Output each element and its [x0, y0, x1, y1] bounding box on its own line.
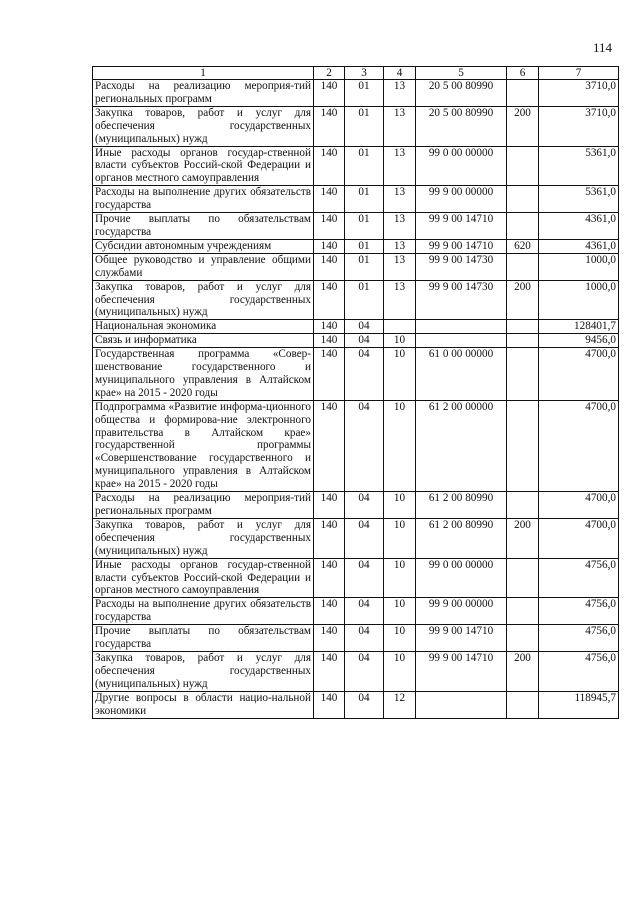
row-subsection-cell: 13	[384, 280, 416, 320]
row-grbs-cell: 140	[314, 253, 345, 280]
row-expense-type-cell	[507, 691, 539, 718]
row-target-cell: 99 9 00 00000	[416, 186, 507, 213]
table-row	[93, 280, 619, 320]
row-target-cell	[416, 334, 507, 348]
table-row	[93, 106, 619, 146]
row-name-cell: Иные расходы органов государ-ственной власти субъектов Россий-ской Федерации и органов местного самоуправления	[93, 558, 314, 598]
row-subsection-cell: 12	[384, 691, 416, 718]
row-target-cell	[416, 320, 507, 334]
row-expense-type-cell: 200	[507, 651, 539, 691]
row-name-cell: Связь и информатика	[93, 334, 314, 348]
row-grbs-cell: 140	[314, 186, 345, 213]
table-row	[93, 239, 619, 253]
row-subsection-cell	[384, 320, 416, 334]
row-grbs-cell: 140	[314, 348, 345, 401]
row-subsection-cell: 10	[384, 625, 416, 652]
row-subsection-cell: 10	[384, 558, 416, 598]
row-grbs-cell: 140	[314, 625, 345, 652]
row-subsection-cell: 13	[384, 253, 416, 280]
row-amount-cell: 3710,0	[539, 80, 619, 107]
row-section-cell: 04	[345, 598, 384, 625]
row-expense-type-cell	[507, 492, 539, 519]
row-section-cell: 04	[345, 334, 384, 348]
row-amount-cell: 4756,0	[539, 651, 619, 691]
row-expense-type-cell	[507, 320, 539, 334]
row-target-cell: 20 5 00 80990	[416, 106, 507, 146]
row-amount-cell: 4700,0	[539, 492, 619, 519]
row-section-cell: 04	[345, 400, 384, 491]
row-grbs-cell: 140	[314, 492, 345, 519]
row-target-cell: 99 9 00 14710	[416, 625, 507, 652]
table-row	[93, 186, 619, 213]
row-name-cell: Государственная программа «Совер-шенствование государственного и муниципального управления в Алтайском крае» на 2015 - 2020 годы	[93, 348, 314, 401]
row-expense-type-cell	[507, 253, 539, 280]
row-name-cell: Иные расходы органов государ-ственной власти субъектов Россий-ской Федерации и органов местного самоуправления	[93, 146, 314, 186]
page-number: 114	[592, 40, 612, 55]
row-subsection-cell: 10	[384, 598, 416, 625]
row-grbs-cell: 140	[314, 651, 345, 691]
column-header: 3	[345, 67, 384, 80]
row-amount-cell: 4756,0	[539, 598, 619, 625]
row-grbs-cell: 140	[314, 558, 345, 598]
row-expense-type-cell: 200	[507, 106, 539, 146]
table-row	[93, 80, 619, 107]
table-row	[93, 334, 619, 348]
row-target-cell: 99 9 00 14730	[416, 280, 507, 320]
table-row	[93, 625, 619, 652]
row-expense-type-cell	[507, 146, 539, 186]
row-amount-cell: 5361,0	[539, 186, 619, 213]
row-subsection-cell: 13	[384, 146, 416, 186]
row-section-cell: 04	[345, 348, 384, 401]
row-grbs-cell: 140	[314, 106, 345, 146]
row-amount-cell: 5361,0	[539, 146, 619, 186]
row-expense-type-cell: 200	[507, 518, 539, 558]
row-amount-cell: 118945,7	[539, 691, 619, 718]
row-section-cell: 01	[345, 253, 384, 280]
column-header: 1	[93, 67, 314, 80]
row-subsection-cell: 10	[384, 651, 416, 691]
row-name-cell: Закупка товаров, работ и услуг для обеспечения государственных (муниципальных) нужд	[93, 280, 314, 320]
row-grbs-cell: 140	[314, 334, 345, 348]
row-name-cell: Расходы на выполнение других обязательств государства	[93, 186, 314, 213]
row-expense-type-cell	[507, 625, 539, 652]
row-expense-type-cell: 200	[507, 280, 539, 320]
table-row	[93, 558, 619, 598]
row-amount-cell: 4756,0	[539, 558, 619, 598]
row-name-cell: Расходы на выполнение других обязательств государства	[93, 598, 314, 625]
column-header: 2	[314, 67, 345, 80]
row-target-cell: 99 9 00 14730	[416, 253, 507, 280]
row-section-cell: 04	[345, 691, 384, 718]
row-section-cell: 01	[345, 106, 384, 146]
table-row	[93, 598, 619, 625]
row-expense-type-cell: 620	[507, 239, 539, 253]
row-amount-cell: 4361,0	[539, 213, 619, 240]
row-target-cell	[416, 691, 507, 718]
row-target-cell: 61 0 00 00000	[416, 348, 507, 401]
row-name-cell: Национальная экономика	[93, 320, 314, 334]
row-subsection-cell: 13	[384, 239, 416, 253]
table-row	[93, 492, 619, 519]
row-name-cell: Прочие выплаты по обязательствам государства	[93, 625, 314, 652]
row-amount-cell: 4361,0	[539, 239, 619, 253]
row-grbs-cell: 140	[314, 691, 345, 718]
row-amount-cell: 3710,0	[539, 106, 619, 146]
column-header: 6	[507, 67, 539, 80]
row-target-cell: 61 2 00 80990	[416, 492, 507, 519]
row-grbs-cell: 140	[314, 598, 345, 625]
row-section-cell: 04	[345, 320, 384, 334]
row-subsection-cell: 13	[384, 80, 416, 107]
row-target-cell: 99 9 00 00000	[416, 598, 507, 625]
row-name-cell: Закупка товаров, работ и услуг для обеспечения государственных (муниципальных) нужд	[93, 651, 314, 691]
row-grbs-cell: 140	[314, 239, 345, 253]
row-section-cell: 01	[345, 213, 384, 240]
row-section-cell: 01	[345, 146, 384, 186]
row-name-cell: Другие вопросы в области нацио-нальной экономики	[93, 691, 314, 718]
row-grbs-cell: 140	[314, 213, 345, 240]
column-header: 7	[539, 67, 619, 80]
row-amount-cell: 4700,0	[539, 518, 619, 558]
row-subsection-cell: 13	[384, 106, 416, 146]
row-amount-cell: 128401,7	[539, 320, 619, 334]
row-expense-type-cell	[507, 186, 539, 213]
row-name-cell: Субсидии автономным учреждениям	[93, 239, 314, 253]
row-expense-type-cell	[507, 598, 539, 625]
row-section-cell: 04	[345, 625, 384, 652]
row-target-cell: 99 0 00 00000	[416, 558, 507, 598]
row-amount-cell: 1000,0	[539, 280, 619, 320]
row-target-cell: 99 9 00 14710	[416, 213, 507, 240]
row-grbs-cell: 140	[314, 80, 345, 107]
row-grbs-cell: 140	[314, 400, 345, 491]
row-amount-cell: 4756,0	[539, 625, 619, 652]
row-subsection-cell: 10	[384, 518, 416, 558]
row-section-cell: 04	[345, 518, 384, 558]
table-header-row	[93, 67, 619, 80]
row-name-cell: Расходы на реализацию мероприя-тий региональных программ	[93, 80, 314, 107]
row-expense-type-cell	[507, 334, 539, 348]
row-section-cell: 01	[345, 280, 384, 320]
table-row	[93, 253, 619, 280]
row-name-cell: Подпрограмма «Развитие информа-ционного общества и формирова-ние электронного правительства в Алтайском крае» государственной программы «Совершенствование государственного и муниципального управления в Алтайском крае» на 2015 - 2020 годы	[93, 400, 314, 491]
row-subsection-cell: 10	[384, 492, 416, 519]
row-expense-type-cell	[507, 400, 539, 491]
row-expense-type-cell	[507, 348, 539, 401]
row-expense-type-cell	[507, 558, 539, 598]
table-row	[93, 348, 619, 401]
table-row	[93, 400, 619, 491]
row-name-cell: Прочие выплаты по обязательствам государства	[93, 213, 314, 240]
row-target-cell: 61 2 00 80990	[416, 518, 507, 558]
row-section-cell: 01	[345, 186, 384, 213]
row-subsection-cell: 13	[384, 213, 416, 240]
table-row	[93, 146, 619, 186]
row-section-cell: 04	[345, 651, 384, 691]
row-section-cell: 01	[345, 80, 384, 107]
row-target-cell: 99 9 00 14710	[416, 239, 507, 253]
row-subsection-cell: 10	[384, 400, 416, 491]
row-subsection-cell: 13	[384, 186, 416, 213]
row-name-cell: Закупка товаров, работ и услуг для обеспечения государственных (муниципальных) нужд	[93, 518, 314, 558]
row-target-cell: 20 5 00 80990	[416, 80, 507, 107]
column-header: 5	[416, 67, 507, 80]
table-row	[93, 213, 619, 240]
row-amount-cell: 4700,0	[539, 400, 619, 491]
row-grbs-cell: 140	[314, 320, 345, 334]
row-target-cell: 61 2 00 00000	[416, 400, 507, 491]
column-header: 4	[384, 67, 416, 80]
row-expense-type-cell	[507, 213, 539, 240]
row-amount-cell: 1000,0	[539, 253, 619, 280]
row-subsection-cell: 10	[384, 348, 416, 401]
table-row	[93, 651, 619, 691]
row-name-cell: Закупка товаров, работ и услуг для обеспечения государственных (муниципальных) нужд	[93, 106, 314, 146]
row-name-cell: Расходы на реализацию мероприя-тий региональных программ	[93, 492, 314, 519]
row-grbs-cell: 140	[314, 146, 345, 186]
row-section-cell: 04	[345, 492, 384, 519]
row-section-cell: 04	[345, 558, 384, 598]
table-row	[93, 691, 619, 718]
row-target-cell: 99 0 00 00000	[416, 146, 507, 186]
row-grbs-cell: 140	[314, 518, 345, 558]
row-grbs-cell: 140	[314, 280, 345, 320]
row-amount-cell: 4700,0	[539, 348, 619, 401]
table-row	[93, 518, 619, 558]
row-target-cell: 99 9 00 14710	[416, 651, 507, 691]
row-expense-type-cell	[507, 80, 539, 107]
budget-table	[92, 66, 619, 719]
row-subsection-cell: 10	[384, 334, 416, 348]
row-section-cell: 01	[345, 239, 384, 253]
row-amount-cell: 9456,0	[539, 334, 619, 348]
row-name-cell: Общее руководство и управление общими службами	[93, 253, 314, 280]
table-row	[93, 320, 619, 334]
